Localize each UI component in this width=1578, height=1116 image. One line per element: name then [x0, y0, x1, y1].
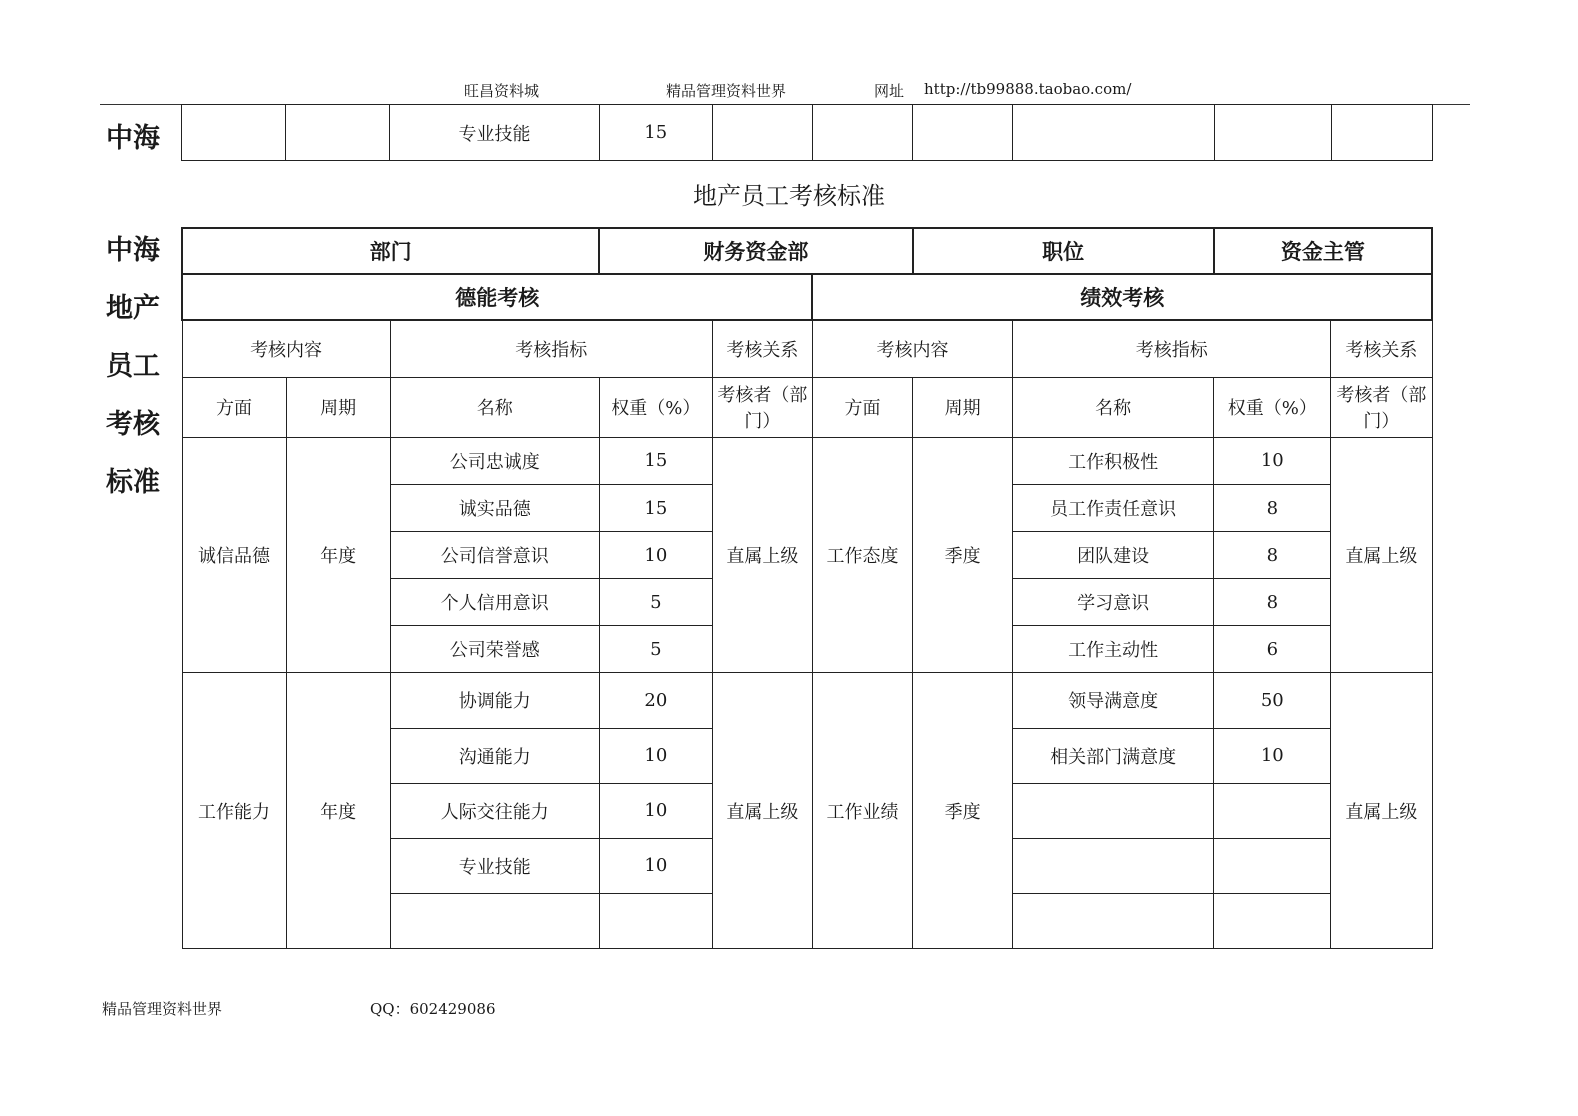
- indicator-name: 沟通能力: [390, 728, 599, 783]
- indicator-weight: 10: [599, 532, 712, 579]
- g1-left-aspect: 诚信品德: [182, 437, 286, 672]
- indicator-name: 协调能力: [390, 673, 599, 728]
- carry-name: 专业技能: [390, 105, 599, 161]
- indicator-weight: 50: [1214, 673, 1331, 728]
- indicator-name: 诚实品德: [390, 485, 599, 532]
- indicator-weight: [1214, 893, 1331, 948]
- section-left: 德能考核: [182, 274, 812, 320]
- side-label-char: 中海: [106, 235, 160, 266]
- col-relation-right: 考核关系: [1331, 320, 1432, 377]
- g1-left-relation: 直属上级: [712, 437, 812, 672]
- col-name: 名称: [1013, 377, 1214, 437]
- indicator-name: 公司忠诚度: [390, 437, 599, 484]
- col-aspect: 方面: [812, 377, 912, 437]
- carry-cell: [1331, 105, 1432, 161]
- indicator-weight: [1214, 783, 1331, 838]
- footer-qq: QQ：602429086: [370, 1000, 496, 1018]
- side-label-char: 考核: [106, 409, 160, 440]
- col-assessor: 考核者（部门）: [1331, 377, 1432, 437]
- indicator-name: 专业技能: [390, 838, 599, 893]
- g2-left-period: 年度: [286, 673, 390, 949]
- carry-cell: [812, 105, 912, 161]
- position-value: 资金主管: [1214, 228, 1432, 274]
- indicator-weight: 15: [599, 485, 712, 532]
- col-weight: 权重（%）: [599, 377, 712, 437]
- indicator-name: 个人信用意识: [390, 579, 599, 626]
- col-aspect: 方面: [182, 377, 286, 437]
- indicator-weight: 8: [1214, 485, 1331, 532]
- g2-left-relation: 直属上级: [712, 673, 812, 949]
- g2-right-period: 季度: [913, 673, 1013, 949]
- carry-cell: [1214, 105, 1331, 161]
- col-name: 名称: [390, 377, 599, 437]
- indicator-weight: [1214, 838, 1331, 893]
- position-label: 职位: [913, 228, 1214, 274]
- appraisal-table: [181, 227, 1433, 949]
- carryover-table: [181, 104, 1433, 161]
- indicator-weight: 20: [599, 673, 712, 728]
- page-title: 地产员工考核标准: [693, 182, 885, 210]
- indicator-weight: 10: [1214, 437, 1331, 484]
- side-label-vertical: [106, 230, 166, 520]
- indicator-weight: 15: [599, 437, 712, 484]
- header-shop: 旺昌资料城: [464, 82, 540, 100]
- col-indicator-left: 考核指标: [390, 320, 712, 377]
- indicator-name: 相关部门满意度: [1013, 728, 1214, 783]
- indicator-weight: 5: [599, 579, 712, 626]
- dept-value: 财务资金部: [599, 228, 912, 274]
- indicator-name: 员工作责任意识: [1013, 485, 1214, 532]
- col-period: 周期: [286, 377, 390, 437]
- indicator-weight: 10: [1214, 728, 1331, 783]
- indicator-name: [390, 893, 599, 948]
- g2-left-aspect: 工作能力: [182, 673, 286, 949]
- indicator-name: 工作积极性: [1013, 437, 1214, 484]
- indicator-name: 团队建设: [1013, 532, 1214, 579]
- g1-right-aspect: 工作态度: [812, 437, 912, 672]
- indicator-name: [1013, 783, 1214, 838]
- carry-cell: [286, 105, 390, 161]
- indicator-weight: 10: [599, 838, 712, 893]
- header-site-label: 网址: [874, 82, 905, 100]
- g2-right-aspect: 工作业绩: [812, 673, 912, 949]
- col-indicator-right: 考核指标: [1013, 320, 1331, 377]
- col-content-right: 考核内容: [812, 320, 1012, 377]
- col-period: 周期: [913, 377, 1013, 437]
- g2-right-relation: 直属上级: [1331, 673, 1432, 949]
- indicator-name: 公司荣誉感: [390, 626, 599, 673]
- indicator-weight: 6: [1214, 626, 1331, 673]
- carry-cell: [1013, 105, 1214, 161]
- g1-left-period: 年度: [286, 437, 390, 672]
- col-assessor: 考核者（部门）: [712, 377, 812, 437]
- indicator-name: 公司信誉意识: [390, 532, 599, 579]
- indicator-name: 工作主动性: [1013, 626, 1214, 673]
- carry-cell: [913, 105, 1013, 161]
- indicator-weight: 8: [1214, 579, 1331, 626]
- indicator-name: [1013, 838, 1214, 893]
- side-label-char: 地产: [106, 293, 160, 324]
- side-label-char: 标准: [106, 467, 160, 498]
- header-url[interactable]: http://tb99888.taobao.com/: [924, 80, 1132, 98]
- indicator-name: [1013, 893, 1214, 948]
- carry-weight: 15: [599, 105, 712, 161]
- indicator-weight: 5: [599, 626, 712, 673]
- header-world: 精品管理资料世界: [666, 82, 787, 100]
- col-weight: 权重（%）: [1214, 377, 1331, 437]
- indicator-weight: 8: [1214, 532, 1331, 579]
- g1-right-relation: 直属上级: [1331, 437, 1432, 672]
- side-label-char: 员工: [106, 351, 160, 382]
- indicator-name: 人际交往能力: [390, 783, 599, 838]
- dept-label: 部门: [182, 228, 599, 274]
- section-right: 绩效考核: [812, 274, 1432, 320]
- carry-cell: [712, 105, 812, 161]
- footer-world: 精品管理资料世界: [102, 1000, 223, 1018]
- col-relation-left: 考核关系: [712, 320, 812, 377]
- indicator-weight: [599, 893, 712, 948]
- g1-right-period: 季度: [913, 437, 1013, 672]
- col-content-left: 考核内容: [182, 320, 390, 377]
- indicator-name: 学习意识: [1013, 579, 1214, 626]
- side-label-top: 中海: [106, 123, 160, 154]
- carry-cell: [182, 105, 286, 161]
- indicator-weight: 10: [599, 783, 712, 838]
- indicator-name: 领导满意度: [1013, 673, 1214, 728]
- indicator-weight: 10: [599, 728, 712, 783]
